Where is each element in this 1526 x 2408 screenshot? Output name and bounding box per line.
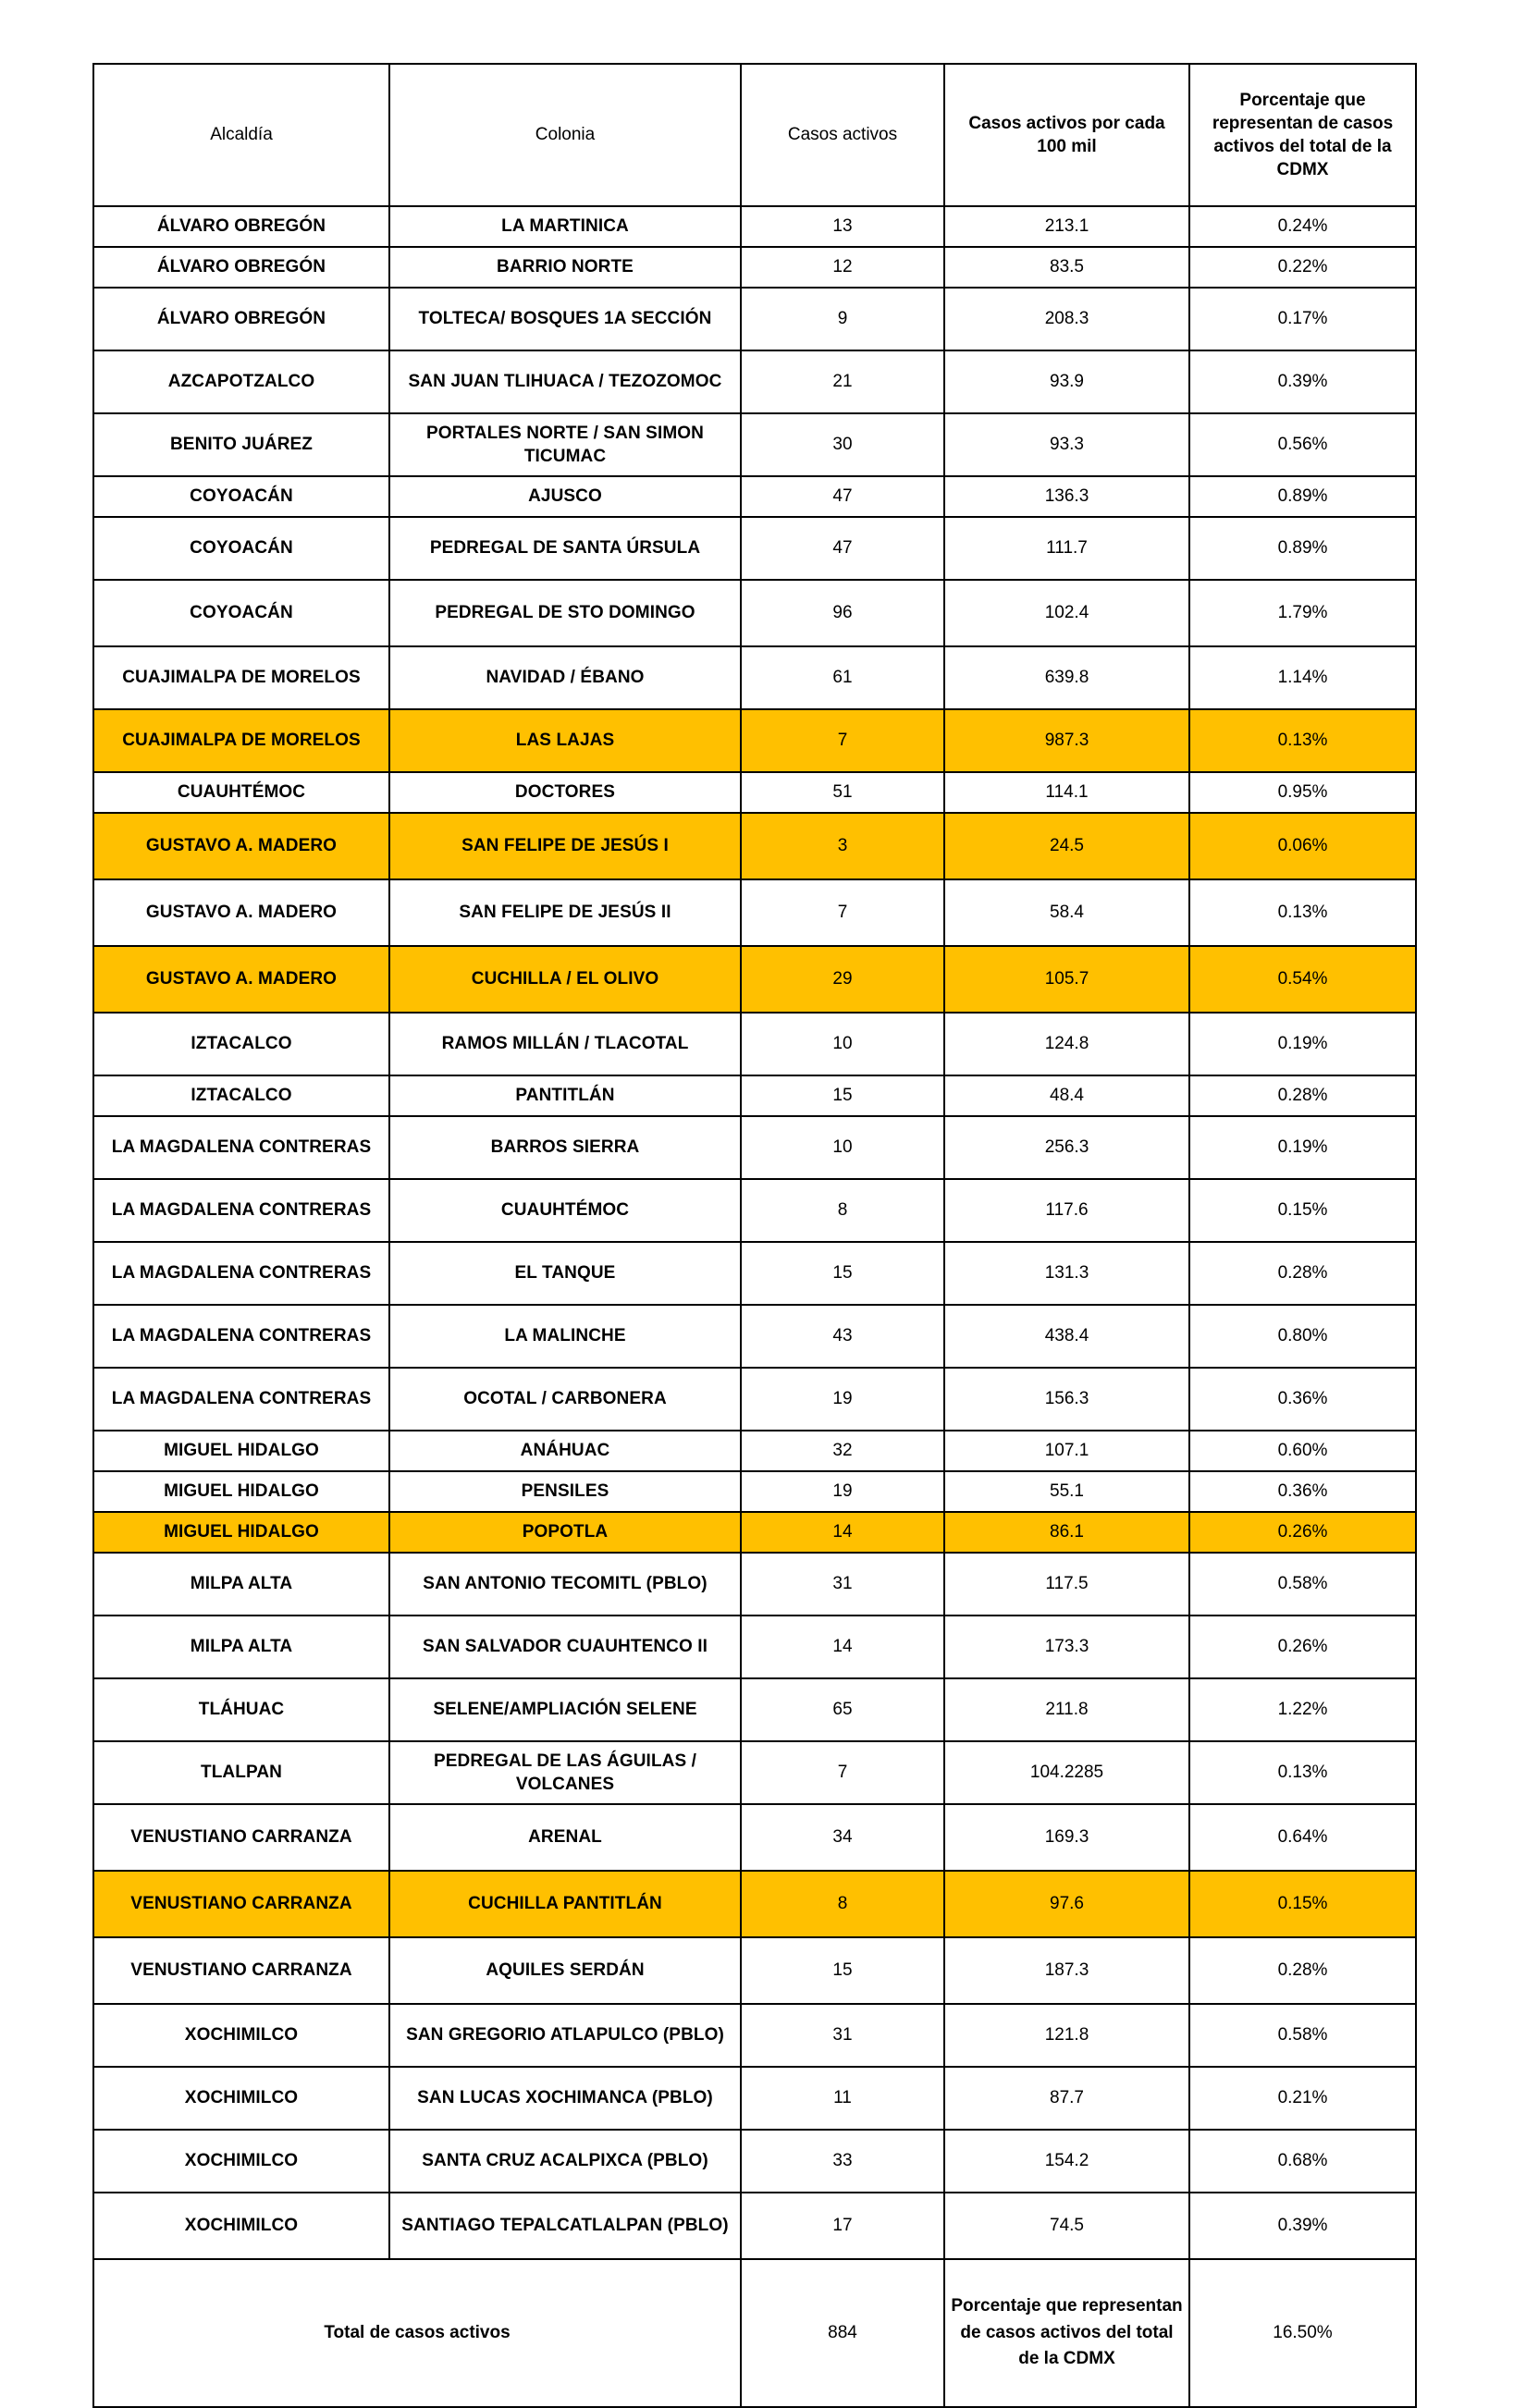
cell-casos-por-100-mil: 124.8 — [944, 1013, 1189, 1075]
cell-porcentaje: 0.06% — [1189, 813, 1416, 879]
table-row — [93, 1871, 1416, 1937]
table-row — [93, 1075, 1416, 1116]
cell-alcaldia: XOCHIMILCO — [93, 2193, 389, 2259]
table-row — [93, 206, 1416, 247]
table-footer — [93, 2259, 1416, 2407]
cell-casos-activos: 21 — [741, 350, 944, 413]
cell-colonia: PEDREGAL DE LAS ÁGUILAS / VOLCANES — [389, 1741, 741, 1804]
cell-porcentaje: 0.28% — [1189, 1937, 1416, 2004]
cell-casos-activos: 30 — [741, 413, 944, 476]
cell-colonia: SAN ANTONIO TECOMITL (PBLO) — [389, 1553, 741, 1616]
cell-alcaldia: IZTACALCO — [93, 1013, 389, 1075]
cell-casos-por-100-mil: 154.2 — [944, 2130, 1189, 2193]
cell-casos-activos: 10 — [741, 1116, 944, 1179]
cell-porcentaje: 0.26% — [1189, 1512, 1416, 1553]
cell-porcentaje: 0.68% — [1189, 2130, 1416, 2193]
cell-casos-por-100-mil: 156.3 — [944, 1368, 1189, 1431]
cell-casos-por-100-mil: 117.5 — [944, 1553, 1189, 1616]
cell-colonia: SELENE/AMPLIACIÓN SELENE — [389, 1678, 741, 1741]
cell-porcentaje: 0.58% — [1189, 1553, 1416, 1616]
total-casos-activos: 884 — [741, 2259, 944, 2407]
cell-colonia: SAN GREGORIO ATLAPULCO (PBLO) — [389, 2004, 741, 2067]
cell-casos-activos: 47 — [741, 517, 944, 580]
table-row — [93, 1242, 1416, 1305]
table-row — [93, 476, 1416, 517]
cell-casos-por-100-mil: 639.8 — [944, 646, 1189, 709]
table-row — [93, 1553, 1416, 1616]
cell-casos-activos: 15 — [741, 1075, 944, 1116]
cell-casos-activos: 14 — [741, 1512, 944, 1553]
cell-alcaldia: MILPA ALTA — [93, 1616, 389, 1678]
cell-alcaldia: GUSTAVO A. MADERO — [93, 879, 389, 946]
cell-casos-por-100-mil: 97.6 — [944, 1871, 1189, 1937]
cell-casos-activos: 65 — [741, 1678, 944, 1741]
table-row — [93, 1013, 1416, 1075]
cell-casos-por-100-mil: 256.3 — [944, 1116, 1189, 1179]
cell-colonia: SAN JUAN TLIHUACA / TEZOZOMOC — [389, 350, 741, 413]
table-row — [93, 1368, 1416, 1431]
cell-alcaldia: TLÁHUAC — [93, 1678, 389, 1741]
cell-casos-por-100-mil: 105.7 — [944, 946, 1189, 1013]
cell-casos-por-100-mil: 173.3 — [944, 1616, 1189, 1678]
cell-alcaldia: COYOACÁN — [93, 517, 389, 580]
cell-casos-por-100-mil: 131.3 — [944, 1242, 1189, 1305]
cell-alcaldia: LA MAGDALENA CONTRERAS — [93, 1305, 389, 1368]
cell-colonia: POPOTLA — [389, 1512, 741, 1553]
cell-casos-por-100-mil: 136.3 — [944, 476, 1189, 517]
cell-colonia: OCOTAL / CARBONERA — [389, 1368, 741, 1431]
column-header-colonia: Colonia — [389, 64, 741, 206]
cell-colonia: DOCTORES — [389, 772, 741, 813]
cell-porcentaje: 0.17% — [1189, 288, 1416, 350]
header-row — [93, 64, 1416, 206]
table-row — [93, 1616, 1416, 1678]
cell-alcaldia: CUAJIMALPA DE MORELOS — [93, 646, 389, 709]
cell-casos-activos: 10 — [741, 1013, 944, 1075]
cell-porcentaje: 0.39% — [1189, 350, 1416, 413]
cell-porcentaje: 0.13% — [1189, 709, 1416, 772]
cell-colonia: AQUILES SERDÁN — [389, 1937, 741, 2004]
table-row — [93, 1116, 1416, 1179]
cell-colonia: ANÁHUAC — [389, 1431, 741, 1471]
cell-casos-por-100-mil: 58.4 — [944, 879, 1189, 946]
total-porcentaje: 16.50% — [1189, 2259, 1416, 2407]
table-row — [93, 946, 1416, 1013]
cell-casos-por-100-mil: 987.3 — [944, 709, 1189, 772]
cell-colonia: PANTITLÁN — [389, 1075, 741, 1116]
table-row — [93, 350, 1416, 413]
table-row — [93, 772, 1416, 813]
cell-alcaldia: GUSTAVO A. MADERO — [93, 813, 389, 879]
cell-porcentaje: 0.22% — [1189, 247, 1416, 288]
cell-casos-activos: 9 — [741, 288, 944, 350]
column-header-casos-por-100-mil: Casos activos por cada 100 mil — [944, 64, 1189, 206]
cell-casos-por-100-mil: 211.8 — [944, 1678, 1189, 1741]
table-body — [93, 206, 1416, 2259]
cell-colonia: AJUSCO — [389, 476, 741, 517]
cell-alcaldia: GUSTAVO A. MADERO — [93, 946, 389, 1013]
cell-porcentaje: 0.36% — [1189, 1471, 1416, 1512]
cell-porcentaje: 0.26% — [1189, 1616, 1416, 1678]
cell-colonia: LA MARTINICA — [389, 206, 741, 247]
cell-casos-por-100-mil: 121.8 — [944, 2004, 1189, 2067]
table-row — [93, 2004, 1416, 2067]
cell-porcentaje: 0.28% — [1189, 1242, 1416, 1305]
cell-porcentaje: 0.19% — [1189, 1013, 1416, 1075]
cell-casos-activos: 19 — [741, 1368, 944, 1431]
cell-alcaldia: CUAUHTÉMOC — [93, 772, 389, 813]
cell-alcaldia: ÁLVARO OBREGÓN — [93, 206, 389, 247]
cell-casos-activos: 31 — [741, 2004, 944, 2067]
cell-casos-activos: 51 — [741, 772, 944, 813]
cell-casos-por-100-mil: 208.3 — [944, 288, 1189, 350]
table-row — [93, 580, 1416, 646]
cell-casos-por-100-mil: 24.5 — [944, 813, 1189, 879]
table-row — [93, 288, 1416, 350]
cell-casos-por-100-mil: 213.1 — [944, 206, 1189, 247]
cell-porcentaje: 1.22% — [1189, 1678, 1416, 1741]
cell-casos-activos: 47 — [741, 476, 944, 517]
cell-colonia: RAMOS MILLÁN / TLACOTAL — [389, 1013, 741, 1075]
cell-porcentaje: 0.36% — [1189, 1368, 1416, 1431]
cell-alcaldia: XOCHIMILCO — [93, 2004, 389, 2067]
cell-colonia: SAN LUCAS XOCHIMANCA (PBLO) — [389, 2067, 741, 2130]
cell-casos-activos: 17 — [741, 2193, 944, 2259]
cell-casos-por-100-mil: 83.5 — [944, 247, 1189, 288]
cell-colonia: SAN SALVADOR CUAUHTENCO II — [389, 1616, 741, 1678]
cell-colonia: CUAUHTÉMOC — [389, 1179, 741, 1242]
cell-casos-activos: 7 — [741, 709, 944, 772]
table-row — [93, 413, 1416, 476]
cell-porcentaje: 0.24% — [1189, 206, 1416, 247]
cell-alcaldia: IZTACALCO — [93, 1075, 389, 1116]
cell-porcentaje: 0.58% — [1189, 2004, 1416, 2067]
cell-alcaldia: ÁLVARO OBREGÓN — [93, 247, 389, 288]
cell-porcentaje: 0.13% — [1189, 879, 1416, 946]
cell-casos-activos: 14 — [741, 1616, 944, 1678]
cell-casos-activos: 29 — [741, 946, 944, 1013]
table-row — [93, 1471, 1416, 1512]
table-row — [93, 646, 1416, 709]
cell-casos-por-100-mil: 114.1 — [944, 772, 1189, 813]
cell-colonia: LAS LAJAS — [389, 709, 741, 772]
cell-alcaldia: LA MAGDALENA CONTRERAS — [93, 1179, 389, 1242]
table-row — [93, 813, 1416, 879]
table-row — [93, 1804, 1416, 1871]
cell-porcentaje: 0.19% — [1189, 1116, 1416, 1179]
cell-colonia: TOLTECA/ BOSQUES 1A SECCIÓN — [389, 288, 741, 350]
cell-porcentaje: 0.56% — [1189, 413, 1416, 476]
cell-casos-por-100-mil: 107.1 — [944, 1431, 1189, 1471]
total-row — [93, 2259, 1416, 2407]
cell-casos-por-100-mil: 111.7 — [944, 517, 1189, 580]
cell-casos-por-100-mil: 55.1 — [944, 1471, 1189, 1512]
cell-alcaldia: VENUSTIANO CARRANZA — [93, 1871, 389, 1937]
cell-porcentaje: 0.95% — [1189, 772, 1416, 813]
cell-casos-activos: 13 — [741, 206, 944, 247]
cell-porcentaje: 0.15% — [1189, 1179, 1416, 1242]
cell-casos-activos: 3 — [741, 813, 944, 879]
table-row — [93, 1512, 1416, 1553]
cell-alcaldia: AZCAPOTZALCO — [93, 350, 389, 413]
cell-colonia: SAN FELIPE DE JESÚS II — [389, 879, 741, 946]
cell-casos-activos: 8 — [741, 1871, 944, 1937]
cell-casos-activos: 31 — [741, 1553, 944, 1616]
cell-porcentaje: 0.89% — [1189, 476, 1416, 517]
cell-casos-activos: 32 — [741, 1431, 944, 1471]
cell-colonia: ARENAL — [389, 1804, 741, 1871]
cell-casos-activos: 8 — [741, 1179, 944, 1242]
table-row — [93, 1678, 1416, 1741]
total-note: Porcentaje que representan de casos activos del total de la CDMX — [944, 2259, 1189, 2407]
table-row — [93, 1741, 1416, 1804]
table-row — [93, 2067, 1416, 2130]
total-label: Total de casos activos — [93, 2259, 741, 2407]
cell-casos-activos: 11 — [741, 2067, 944, 2130]
cell-porcentaje: 0.89% — [1189, 517, 1416, 580]
cell-alcaldia: VENUSTIANO CARRANZA — [93, 1804, 389, 1871]
cell-casos-por-100-mil: 93.3 — [944, 413, 1189, 476]
cell-alcaldia: MILPA ALTA — [93, 1553, 389, 1616]
cell-porcentaje: 0.13% — [1189, 1741, 1416, 1804]
cell-casos-activos: 7 — [741, 879, 944, 946]
cell-alcaldia: LA MAGDALENA CONTRERAS — [93, 1242, 389, 1305]
table-header — [93, 64, 1416, 206]
cell-alcaldia: COYOACÁN — [93, 476, 389, 517]
cell-casos-por-100-mil: 86.1 — [944, 1512, 1189, 1553]
cell-casos-por-100-mil: 102.4 — [944, 580, 1189, 646]
cell-porcentaje: 1.14% — [1189, 646, 1416, 709]
cell-casos-por-100-mil: 187.3 — [944, 1937, 1189, 2004]
cell-casos-por-100-mil: 438.4 — [944, 1305, 1189, 1368]
cell-casos-activos: 34 — [741, 1804, 944, 1871]
table-row — [93, 517, 1416, 580]
cell-colonia: SAN FELIPE DE JESÚS I — [389, 813, 741, 879]
column-header-alcaldia: Alcaldía — [93, 64, 389, 206]
table-row — [93, 1431, 1416, 1471]
cell-alcaldia: CUAJIMALPA DE MORELOS — [93, 709, 389, 772]
cell-casos-por-100-mil: 74.5 — [944, 2193, 1189, 2259]
cell-porcentaje: 0.15% — [1189, 1871, 1416, 1937]
table-row — [93, 1937, 1416, 2004]
column-header-casos-activos: Casos activos — [741, 64, 944, 206]
cell-porcentaje: 0.54% — [1189, 946, 1416, 1013]
cell-casos-por-100-mil: 93.9 — [944, 350, 1189, 413]
cell-alcaldia: TLALPAN — [93, 1741, 389, 1804]
cell-colonia: PEDREGAL DE SANTA ÚRSULA — [389, 517, 741, 580]
cell-porcentaje: 0.64% — [1189, 1804, 1416, 1871]
cell-casos-por-100-mil: 48.4 — [944, 1075, 1189, 1116]
table-row — [93, 879, 1416, 946]
cell-porcentaje: 1.79% — [1189, 580, 1416, 646]
cell-casos-activos: 33 — [741, 2130, 944, 2193]
cell-casos-activos: 7 — [741, 1741, 944, 1804]
cell-colonia: NAVIDAD / ÉBANO — [389, 646, 741, 709]
cell-porcentaje: 0.28% — [1189, 1075, 1416, 1116]
cell-colonia: CUCHILLA / EL OLIVO — [389, 946, 741, 1013]
cell-colonia: BARRIO NORTE — [389, 247, 741, 288]
cell-porcentaje: 0.80% — [1189, 1305, 1416, 1368]
table-row — [93, 247, 1416, 288]
cell-casos-activos: 15 — [741, 1937, 944, 2004]
cell-colonia: SANTIAGO TEPALCATLALPAN (PBLO) — [389, 2193, 741, 2259]
cell-casos-activos: 96 — [741, 580, 944, 646]
cell-colonia: PORTALES NORTE / SAN SIMON TICUMAC — [389, 413, 741, 476]
cell-alcaldia: BENITO JUÁREZ — [93, 413, 389, 476]
active-cases-table — [92, 63, 1417, 2408]
cell-casos-por-100-mil: 117.6 — [944, 1179, 1189, 1242]
cell-colonia: LA MALINCHE — [389, 1305, 741, 1368]
cell-alcaldia: ÁLVARO OBREGÓN — [93, 288, 389, 350]
table-row — [93, 1305, 1416, 1368]
cell-alcaldia: MIGUEL HIDALGO — [93, 1512, 389, 1553]
cell-casos-activos: 19 — [741, 1471, 944, 1512]
column-header-porcentaje-cdmx: Porcentaje que representan de casos activos del total de la CDMX — [1189, 64, 1416, 206]
cell-porcentaje: 0.60% — [1189, 1431, 1416, 1471]
cell-colonia: BARROS SIERRA — [389, 1116, 741, 1179]
cell-porcentaje: 0.39% — [1189, 2193, 1416, 2259]
cell-alcaldia: XOCHIMILCO — [93, 2130, 389, 2193]
table-row — [93, 1179, 1416, 1242]
cell-alcaldia: XOCHIMILCO — [93, 2067, 389, 2130]
cell-colonia: PENSILES — [389, 1471, 741, 1512]
cell-alcaldia: LA MAGDALENA CONTRERAS — [93, 1116, 389, 1179]
cell-porcentaje: 0.21% — [1189, 2067, 1416, 2130]
cell-casos-activos: 61 — [741, 646, 944, 709]
cell-alcaldia: MIGUEL HIDALGO — [93, 1471, 389, 1512]
table-row — [93, 2193, 1416, 2259]
cell-alcaldia: MIGUEL HIDALGO — [93, 1431, 389, 1471]
cell-casos-activos: 15 — [741, 1242, 944, 1305]
cell-colonia: SANTA CRUZ ACALPIXCA (PBLO) — [389, 2130, 741, 2193]
cell-casos-activos: 43 — [741, 1305, 944, 1368]
cell-alcaldia: COYOACÁN — [93, 580, 389, 646]
table-row — [93, 2130, 1416, 2193]
cell-colonia: EL TANQUE — [389, 1242, 741, 1305]
cell-casos-por-100-mil: 87.7 — [944, 2067, 1189, 2130]
cell-casos-por-100-mil: 104.2285 — [944, 1741, 1189, 1804]
cell-alcaldia: LA MAGDALENA CONTRERAS — [93, 1368, 389, 1431]
cell-casos-activos: 12 — [741, 247, 944, 288]
cell-alcaldia: VENUSTIANO CARRANZA — [93, 1937, 389, 2004]
table-row — [93, 709, 1416, 772]
table-container — [92, 63, 1415, 2408]
cell-colonia: PEDREGAL DE STO DOMINGO — [389, 580, 741, 646]
cell-colonia: CUCHILLA PANTITLÁN — [389, 1871, 741, 1937]
cell-casos-por-100-mil: 169.3 — [944, 1804, 1189, 1871]
